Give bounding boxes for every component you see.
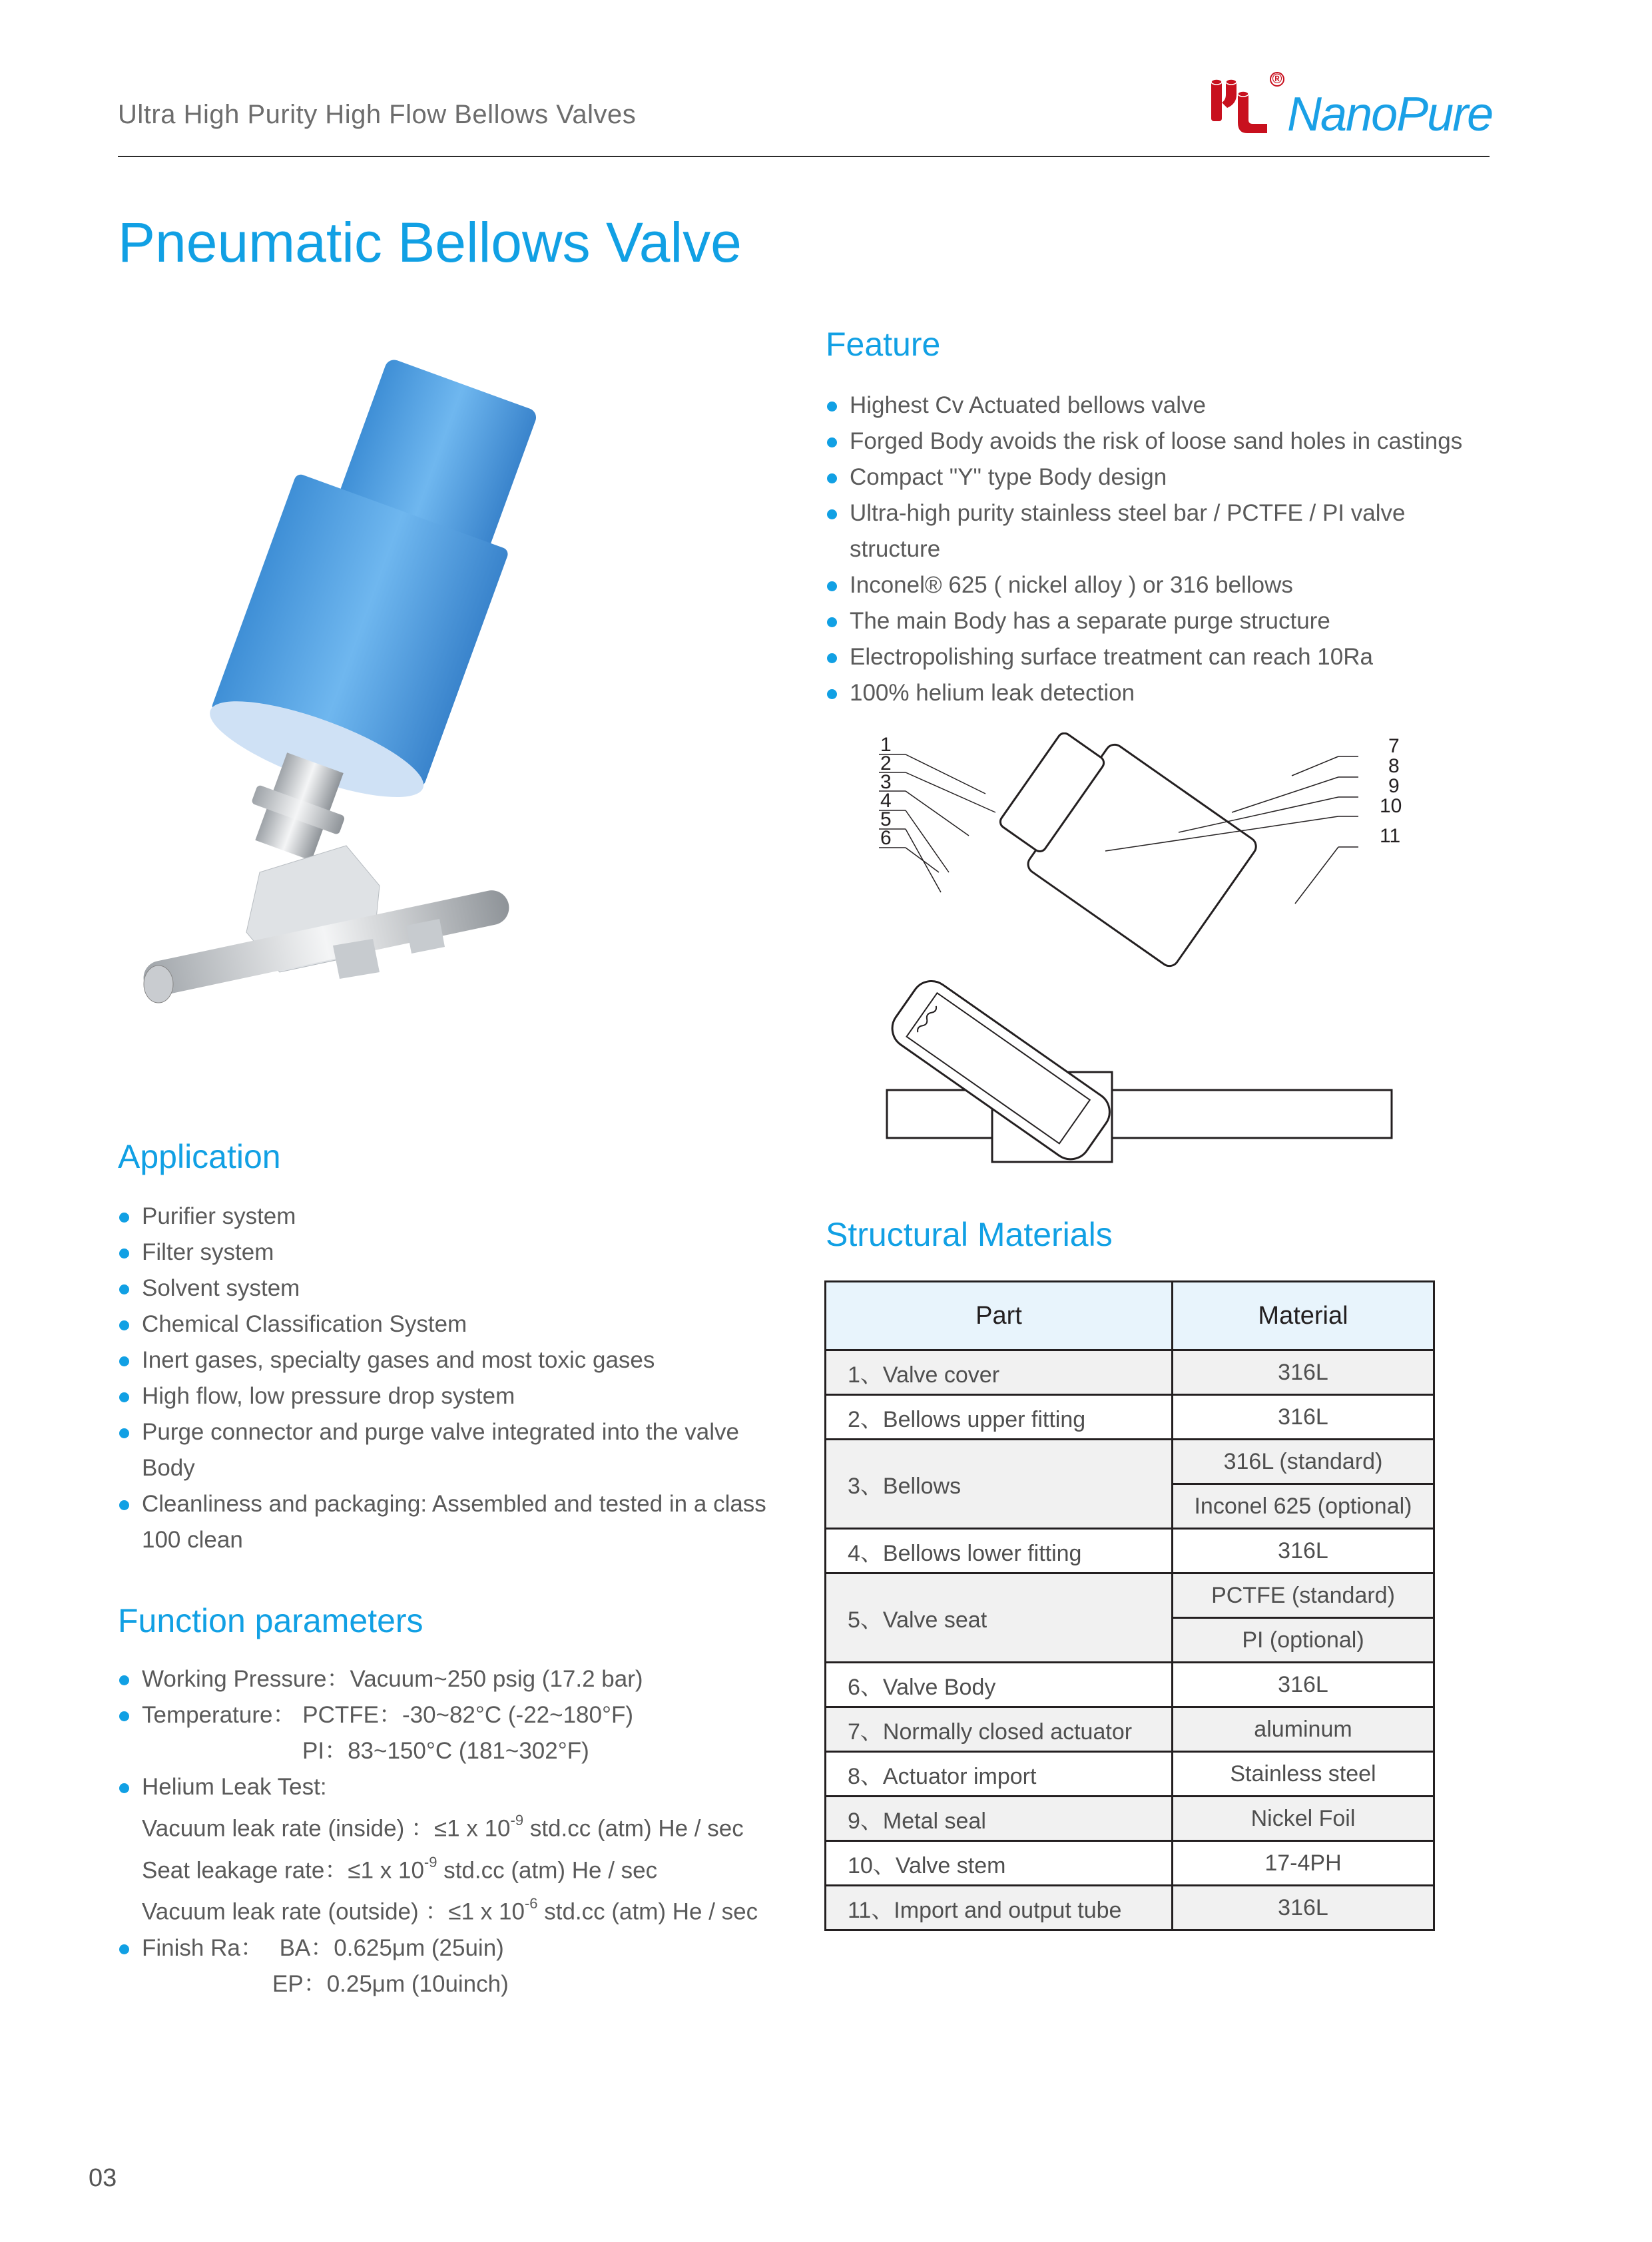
catalog-subtitle: Ultra High Purity High Flow Bellows Valves — [118, 100, 637, 129]
application-heading: Application — [118, 1138, 281, 1175]
part-cell: 1、Valve cover — [826, 1350, 1173, 1395]
material-cell: 316L — [1173, 1663, 1434, 1707]
material-cell: 316L — [1173, 1395, 1434, 1440]
registered-mark: ® — [1270, 72, 1284, 87]
callout-7: 7 — [1388, 735, 1400, 757]
leak-rate-inside — [118, 1805, 824, 1847]
callout-11: 11 — [1380, 825, 1401, 847]
application-item: Chemical Classification System — [118, 1306, 824, 1342]
part-cell: 5、Valve seat — [826, 1573, 1173, 1663]
feature-heading: Feature — [826, 326, 941, 363]
feature-item: Highest Cv Actuated bellows valve — [826, 388, 1498, 423]
part-cell: 11、Import and output tube — [826, 1886, 1173, 1930]
part-cell: 7、Normally closed actuator — [826, 1707, 1173, 1752]
material-cell: PCTFE (standard) — [1173, 1573, 1434, 1618]
feature-item: Ultra-high purity stainless steel bar / PCTFE / PI valve — [826, 495, 1498, 531]
cross-section-diagram — [879, 732, 1425, 1165]
finish-label: Finish Ra： — [142, 1934, 264, 1961]
material-cell: 316L — [1173, 1529, 1434, 1573]
application-item: Cleanliness and packaging: Assembled and tested in a class — [118, 1486, 824, 1522]
leak-outside-text: Vacuum leak rate (outside) ：≤1 x 10 — [142, 1898, 525, 1925]
function-parameters-heading: Function parameters — [118, 1602, 423, 1639]
application-item: Purge connector and purge valve integrated into the valve — [118, 1414, 824, 1450]
table-row — [826, 1841, 1434, 1886]
application-item: High flow, low pressure drop system — [118, 1378, 824, 1414]
application-item: Solvent system — [118, 1270, 824, 1306]
application-item: Purifier system — [118, 1199, 824, 1235]
feature-item: Electropolishing surface treatment can reach 10Ra — [826, 639, 1498, 675]
part-cell: 10、Valve stem — [826, 1841, 1173, 1886]
leak-seat-unit: std.cc (atm) He / sec — [437, 1857, 658, 1884]
table-row — [826, 1886, 1434, 1930]
feature-item: Compact "Y" type Body design — [826, 459, 1498, 495]
application-item: Inert gases, specialty gases and most toxic gases — [118, 1342, 824, 1378]
callout-4: 4 — [880, 790, 892, 812]
temperature-pctfe: PCTFE：-30~82°C (-22~180°F) — [302, 1702, 634, 1728]
leak-seat-exponent: -9 — [423, 1853, 437, 1870]
callout-1: 1 — [880, 734, 892, 756]
table-row — [826, 1752, 1434, 1797]
leak-outside-exponent: -6 — [524, 1895, 538, 1912]
callout-5: 5 — [880, 808, 892, 830]
table-header-row — [826, 1282, 1434, 1350]
column-header-material: Material — [1173, 1282, 1434, 1350]
feature-item-continuation: structure — [850, 536, 941, 562]
feature-list — [826, 388, 1498, 711]
tube-shape — [887, 1090, 1392, 1138]
leak-rate-outside — [118, 1888, 824, 1930]
part-cell: 2、Bellows upper fitting — [826, 1395, 1173, 1440]
temperature-pi: PI：83~150°C (181~302°F) — [302, 1738, 589, 1764]
callout-3: 3 — [880, 771, 892, 793]
leak-rate-seat — [118, 1847, 824, 1889]
part-cell: 9、Metal seal — [826, 1797, 1173, 1841]
table-row — [826, 1797, 1434, 1841]
brand-name: NanoPure — [1287, 88, 1493, 141]
callout-8: 8 — [1388, 755, 1400, 777]
header-divider — [118, 156, 1490, 157]
leak-inside-text: Vacuum leak rate (inside) ：≤1 x 10 — [142, 1815, 511, 1842]
callout-9: 9 — [1388, 775, 1400, 797]
function-parameters-list — [118, 1661, 824, 2002]
table-row — [826, 1573, 1434, 1618]
material-cell: 316L — [1173, 1886, 1434, 1930]
product-image — [127, 353, 553, 1039]
callout-6: 6 — [880, 827, 892, 849]
table-row — [826, 1350, 1434, 1395]
param-helium-leak: Helium Leak Test: — [118, 1769, 824, 1805]
feature-item: Forged Body avoids the risk of loose sand holes in castings — [826, 423, 1498, 459]
callout-10: 10 — [1380, 795, 1402, 817]
material-cell: Stainless steel — [1173, 1752, 1434, 1797]
material-cell: 316L — [1173, 1350, 1434, 1395]
part-cell: 6、Valve Body — [826, 1663, 1173, 1707]
structural-materials-heading: Structural Materials — [826, 1216, 1113, 1253]
feature-item: Inconel® 625 ( nickel alloy ) or 316 bellows — [826, 567, 1498, 603]
material-cell: 17-4PH — [1173, 1841, 1434, 1886]
table-row — [826, 1707, 1434, 1752]
table-row — [826, 1440, 1434, 1484]
brand-logo — [1209, 72, 1495, 139]
part-cell: 8、Actuator import — [826, 1752, 1173, 1797]
part-cell: 4、Bellows lower fitting — [826, 1529, 1173, 1573]
leak-outside-unit: std.cc (atm) He / sec — [537, 1898, 758, 1925]
param-finish — [118, 1930, 824, 1966]
leak-inside-exponent: -9 — [510, 1812, 524, 1828]
table-row — [826, 1529, 1434, 1573]
valve-photo-icon — [127, 353, 553, 1039]
feature-item: 100% helium leak detection — [826, 675, 1498, 711]
param-temperature — [118, 1697, 824, 1733]
finish-ba: BA：0.625μm (25uin) — [279, 1934, 504, 1961]
page-number: 03 — [89, 2164, 117, 2192]
temperature-label: Temperature： — [142, 1702, 296, 1728]
table-row — [826, 1663, 1434, 1707]
param-working-pressure: Working Pressure：Vacuum~250 psig (17.2 bar) — [118, 1661, 824, 1697]
application-item-continuation: Body — [142, 1455, 195, 1481]
material-cell: aluminum — [1173, 1707, 1434, 1752]
leak-seat-text: Seat leakage rate：≤1 x 10 — [142, 1857, 424, 1884]
material-cell: Inconel 625 (optional) — [1173, 1484, 1434, 1529]
material-cell: Nickel Foil — [1173, 1797, 1434, 1841]
material-cell: 316L (standard) — [1173, 1440, 1434, 1484]
part-cell: 3、Bellows — [826, 1440, 1173, 1529]
application-list — [118, 1199, 824, 1558]
materials-table — [824, 1280, 1435, 1931]
feature-item: The main Body has a separate purge structure — [826, 603, 1498, 639]
application-item: Filter system — [118, 1235, 824, 1270]
application-item-continuation: 100 clean — [142, 1527, 243, 1553]
leak-inside-unit: std.cc (atm) He / sec — [523, 1815, 744, 1842]
callout-2: 2 — [880, 752, 892, 774]
page-title: Pneumatic Bellows Valve — [118, 211, 742, 274]
column-header-part: Part — [826, 1282, 1173, 1350]
finish-ep: EP：0.25μm (10uinch) — [272, 1970, 509, 1997]
material-cell: PI (optional) — [1173, 1618, 1434, 1663]
table-row — [826, 1395, 1434, 1440]
